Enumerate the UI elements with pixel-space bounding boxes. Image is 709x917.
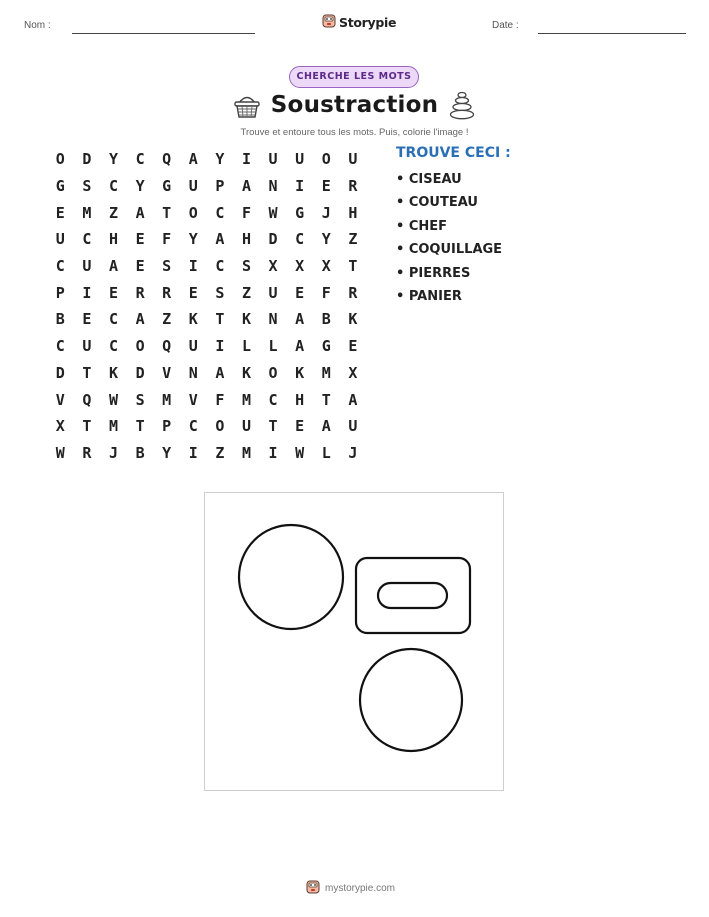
grid-cell[interactable]: G (55, 177, 65, 196)
grid-cell[interactable]: O (215, 417, 225, 436)
grid-cell[interactable]: X (348, 363, 358, 382)
grid-cell[interactable]: I (188, 443, 198, 462)
grid-cell[interactable]: W (55, 443, 65, 462)
grid-cell[interactable]: A (188, 150, 198, 169)
storypie-mascot-icon (322, 13, 336, 32)
grid-cell[interactable]: F (215, 390, 225, 409)
grid-cell[interactable]: A (348, 390, 358, 409)
grid-cell[interactable]: O (135, 337, 145, 356)
grid-cell[interactable]: K (108, 363, 118, 382)
grid-cell[interactable]: S (162, 257, 172, 276)
grid-cell[interactable]: R (135, 283, 145, 302)
grid-cell[interactable]: M (162, 390, 172, 409)
grid-cell[interactable]: Y (215, 150, 225, 169)
grid-cell[interactable]: U (268, 283, 278, 302)
grid-cell[interactable]: Z (348, 230, 358, 249)
grid-cell[interactable]: K (188, 310, 198, 329)
grid-cell[interactable]: O (321, 150, 331, 169)
word-list (396, 171, 502, 311)
grid-cell[interactable]: F (162, 230, 172, 249)
word-item-ciseau: • CISEAU (396, 172, 462, 187)
grid-cell[interactable]: C (295, 230, 305, 249)
date-line (538, 33, 686, 34)
grid-cell[interactable]: H (295, 390, 305, 409)
word-search-grid[interactable] (47, 146, 366, 466)
grid-cell[interactable]: C (55, 337, 65, 356)
grid-cell[interactable]: E (188, 283, 198, 302)
grid-cell[interactable]: V (162, 363, 172, 382)
grid-cell[interactable]: R (348, 283, 358, 302)
grid-cell[interactable]: C (215, 203, 225, 222)
grid-cell[interactable]: U (188, 337, 198, 356)
grid-cell[interactable]: T (162, 203, 172, 222)
grid-cell[interactable]: E (108, 283, 118, 302)
grid-cell[interactable]: C (82, 230, 92, 249)
grid-cell[interactable]: T (321, 390, 331, 409)
grid-cell[interactable]: C (135, 150, 145, 169)
find-heading: TROUVE CECI : (396, 145, 511, 161)
grid-cell[interactable]: U (268, 150, 278, 169)
word-item-couteau: • COUTEAU (396, 195, 478, 211)
grid-cell[interactable]: A (215, 363, 225, 382)
grid-cell[interactable]: S (135, 390, 145, 409)
grid-cell[interactable]: E (55, 203, 65, 222)
brand-name: Storypie (339, 15, 397, 30)
grid-cell[interactable]: Q (162, 150, 172, 169)
footer-url[interactable]: mystorypie.com (325, 883, 396, 894)
grid-cell[interactable]: X (268, 257, 278, 276)
grid-cell[interactable]: J (348, 443, 358, 462)
grid-cell[interactable]: N (268, 177, 278, 196)
grid-cell[interactable]: R (82, 443, 92, 462)
grid-cell[interactable]: I (268, 443, 278, 462)
grid-cell[interactable]: W (268, 203, 278, 222)
grid-cell[interactable]: P (162, 417, 172, 436)
grid-cell[interactable]: W (108, 390, 118, 409)
instructions: Trouve et entoure tous les mots. Puis, colorie l'image ! (240, 127, 469, 138)
grid-cell[interactable]: Y (162, 443, 172, 462)
category-badge: CHERCHE LES MOTS (289, 66, 419, 88)
grid-cell[interactable]: I (295, 177, 305, 196)
page-title: Soustraction (270, 92, 439, 118)
grid-cell[interactable]: C (108, 310, 118, 329)
grid-cell[interactable]: Z (241, 283, 251, 302)
grid-cell[interactable]: C (108, 177, 118, 196)
storypie-mascot-icon (306, 879, 320, 898)
grid-cell[interactable]: I (241, 150, 251, 169)
grid-cell[interactable]: M (108, 417, 118, 436)
grid-cell[interactable]: H (348, 203, 358, 222)
grid-cell[interactable]: T (215, 310, 225, 329)
grid-cell[interactable]: A (135, 203, 145, 222)
grid-cell[interactable]: Y (321, 230, 331, 249)
grid-cell[interactable]: B (321, 310, 331, 329)
brand (322, 13, 396, 32)
word-item-panier: • PANIER (396, 288, 462, 304)
footer (306, 879, 395, 898)
grid-cell[interactable]: D (82, 150, 92, 169)
grid-cell[interactable]: U (348, 150, 358, 169)
grid-cell[interactable]: J (321, 203, 331, 222)
word-item-chef: • CHEF (396, 218, 448, 234)
grid-cell[interactable]: G (321, 337, 331, 356)
grid-cell[interactable]: L (321, 443, 331, 462)
circle-shape-bottom[interactable] (360, 649, 462, 751)
grid-cell[interactable]: D (268, 230, 278, 249)
grid-cell[interactable]: T (348, 257, 358, 276)
grid-cell[interactable]: U (82, 337, 92, 356)
grid-cell[interactable]: T (135, 417, 145, 436)
grid-cell[interactable]: Z (215, 443, 225, 462)
grid-cell[interactable]: E (82, 310, 92, 329)
grid-cell[interactable]: B (135, 443, 145, 462)
grid-cell[interactable]: S (241, 257, 251, 276)
grid-cell[interactable]: T (268, 417, 278, 436)
grid-cell[interactable]: Y (135, 177, 145, 196)
grid-cell[interactable]: M (241, 390, 251, 409)
grid-cell[interactable]: N (268, 310, 278, 329)
grid-cell[interactable]: E (295, 283, 305, 302)
coloring-picture[interactable] (204, 492, 504, 791)
grid-cell[interactable]: E (135, 257, 145, 276)
grid-cell[interactable]: V (188, 390, 198, 409)
grid-cell[interactable]: O (55, 150, 65, 169)
grid-cell[interactable]: Z (162, 310, 172, 329)
grid-cell[interactable]: T (82, 363, 92, 382)
word-item-coquillage: • COQUILLAGE (396, 242, 503, 258)
grid-cell[interactable]: S (82, 177, 92, 196)
grid-cell[interactable]: Y (108, 150, 118, 169)
date-label: Date : (492, 20, 519, 31)
grid-cell[interactable]: W (295, 443, 305, 462)
grid-cell[interactable]: C (108, 337, 118, 356)
grid-cell[interactable]: G (162, 177, 172, 196)
grid-cell[interactable]: H (108, 230, 118, 249)
grid-cell[interactable]: I (82, 283, 92, 302)
circle-shape-top-left[interactable] (239, 525, 343, 629)
grid-cell[interactable]: E (321, 177, 331, 196)
grid-cell[interactable]: A (321, 417, 331, 436)
grid-cell[interactable]: B (55, 310, 65, 329)
grid-cell[interactable]: A (108, 257, 118, 276)
grid-cell[interactable]: E (135, 230, 145, 249)
grid-cell[interactable]: D (55, 363, 65, 382)
grid-cell[interactable]: R (348, 177, 358, 196)
grid-cell[interactable]: P (55, 283, 65, 302)
grid-cell[interactable]: M (241, 443, 251, 462)
grid-cell[interactable]: C (55, 257, 65, 276)
grid-cell[interactable]: U (348, 417, 358, 436)
grid-cell[interactable]: U (82, 257, 92, 276)
grid-cell[interactable]: A (215, 230, 225, 249)
grid-cell[interactable]: S (215, 283, 225, 302)
grid-cell[interactable]: I (215, 337, 225, 356)
grid-cell[interactable]: X (295, 257, 305, 276)
grid-cell[interactable]: Y (188, 230, 198, 249)
grid-cell[interactable]: X (321, 257, 331, 276)
grid-cell[interactable]: G (295, 203, 305, 222)
grid-cell[interactable]: X (55, 417, 65, 436)
grid-cell[interactable]: P (215, 177, 225, 196)
grid-cell[interactable]: K (241, 310, 251, 329)
grid-cell[interactable]: C (215, 257, 225, 276)
grid-cell[interactable]: L (268, 337, 278, 356)
grid-cell[interactable]: E (348, 337, 358, 356)
grid-cell[interactable]: F (321, 283, 331, 302)
grid-cell[interactable]: Q (82, 390, 92, 409)
grid-cell[interactable]: M (321, 363, 331, 382)
grid-cell[interactable]: A (135, 310, 145, 329)
grid-cell[interactable]: O (268, 363, 278, 382)
grid-cell[interactable]: C (268, 390, 278, 409)
grid-cell[interactable]: U (295, 150, 305, 169)
grid-cell[interactable]: H (241, 230, 251, 249)
grid-cell[interactable]: U (55, 230, 65, 249)
stacked-stones-icon (448, 90, 476, 126)
grid-cell[interactable]: O (188, 203, 198, 222)
inner-pill-shape[interactable] (378, 583, 447, 608)
grid-cell[interactable]: M (82, 203, 92, 222)
grid-cell[interactable]: A (241, 177, 251, 196)
grid-cell[interactable]: C (188, 417, 198, 436)
grid-cell[interactable]: A (295, 337, 305, 356)
grid-cell[interactable]: Z (108, 203, 118, 222)
name-label: Nom : (24, 20, 51, 31)
grid-cell[interactable]: K (295, 363, 305, 382)
grid-cell[interactable]: N (188, 363, 198, 382)
grid-cell[interactable]: J (108, 443, 118, 462)
name-line (72, 33, 255, 34)
grid-cell[interactable]: K (348, 310, 358, 329)
grid-cell[interactable]: F (241, 203, 251, 222)
grid-cell[interactable]: E (295, 417, 305, 436)
grid-cell[interactable]: L (241, 337, 251, 356)
grid-cell[interactable]: R (162, 283, 172, 302)
grid-cell[interactable]: K (241, 363, 251, 382)
grid-cell[interactable]: I (188, 257, 198, 276)
grid-cell[interactable]: T (82, 417, 92, 436)
word-item-pierres: • PIERRES (396, 265, 471, 281)
grid-cell[interactable]: V (55, 390, 65, 409)
grid-cell[interactable]: U (241, 417, 251, 436)
grid-cell[interactable]: Q (162, 337, 172, 356)
grid-cell[interactable]: A (295, 310, 305, 329)
grid-cell[interactable]: D (135, 363, 145, 382)
grid-cell[interactable]: U (188, 177, 198, 196)
